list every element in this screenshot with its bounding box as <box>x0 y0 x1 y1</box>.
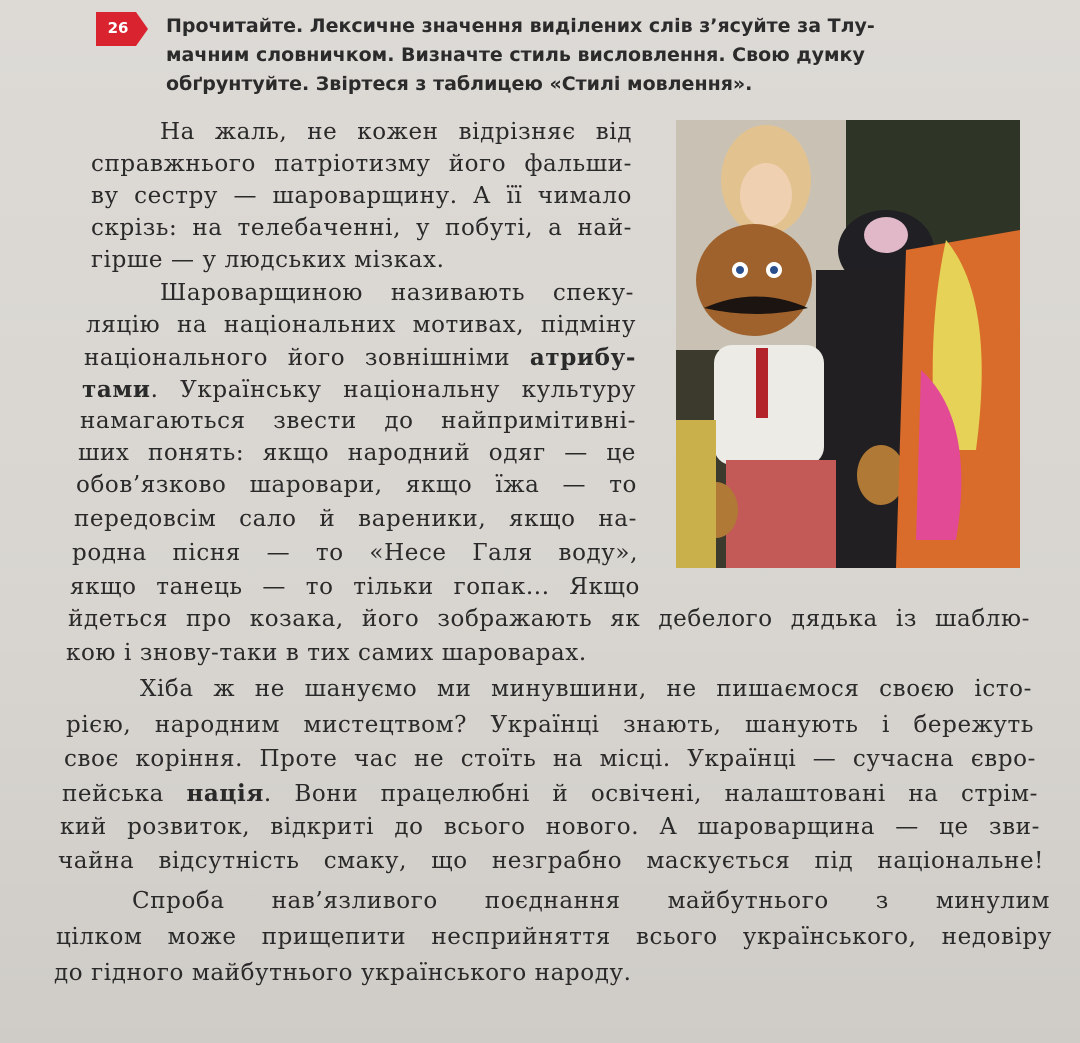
text-run: кий розвиток, відкриті до всього нового. А шароварщина — це зви- <box>60 814 1040 840</box>
photo-illustration <box>676 120 1020 568</box>
text-line <box>64 746 1036 772</box>
text-run: . Українську національну культуру <box>150 377 636 403</box>
exercise-number: 26 <box>107 19 129 37</box>
text-line <box>76 472 637 498</box>
highlighted-word: атрибу- <box>529 344 636 371</box>
text-run: Спроба нав’язливого поєднання майбутнього з минулим <box>132 888 1050 914</box>
text-line <box>78 440 636 466</box>
text-run: справжнього патріотизму його фальши- <box>91 151 632 177</box>
text-line <box>86 312 636 338</box>
text-run: цілком може прищепити несприйняття всього українського, недовіру <box>56 924 1052 950</box>
text-line <box>62 780 1038 807</box>
text-line <box>72 540 638 566</box>
text-run: ших понять: якщо народний одяг — це <box>78 440 636 466</box>
highlighted-word: нація <box>186 780 264 807</box>
text-line <box>56 924 1052 950</box>
text-run: Шароварщиною називають спеку- <box>160 280 634 306</box>
photo-illustration-dolls-icon <box>676 120 1020 568</box>
text-line <box>91 151 632 177</box>
text-run: якщо танець — то тільки гопак... Якщо <box>70 574 640 600</box>
text-line <box>91 183 632 209</box>
text-line <box>54 960 1050 986</box>
text-run: до гідного майбутнього українського народу. <box>54 960 632 986</box>
task-line: обґрунтуйте. Звіртеся з таблицею «Стилі мовлення». <box>166 73 753 95</box>
text-run: пейська <box>62 781 187 807</box>
text-run: родна пісня — то «Несе Галя воду», <box>72 540 638 566</box>
text-run: передовсім сало й вареники, якщо на- <box>74 506 637 532</box>
text-line <box>66 640 1028 666</box>
text-line <box>91 247 632 273</box>
text-run: ляцію на національних мотивах, підміну <box>86 312 636 338</box>
text-line <box>66 712 1034 738</box>
text-line <box>74 506 637 532</box>
text-run: ву сестру — шароварщину. А її чимало <box>91 183 632 209</box>
text-run: чайна відсутність смаку, що незграбно маскується під національне! <box>58 848 1044 874</box>
text-line <box>60 814 1040 840</box>
task-line: Прочитайте. Лексичне значення виділених слів з’ясуйте за Тлу- <box>166 15 875 37</box>
text-line <box>140 676 1032 702</box>
task-line: мачним словничком. Визначте стиль висловлення. Свою думку <box>166 44 865 66</box>
text-run: гірше — у людських мізках. <box>91 247 445 273</box>
text-run: кою і знову-таки в тих самих шароварах. <box>66 640 587 666</box>
text-line <box>70 574 640 600</box>
text-run: намагаються звести до найпримітивні- <box>80 408 636 434</box>
highlighted-word: тами <box>82 376 151 403</box>
text-run: На жаль, не кожен відрізняє від <box>160 119 632 145</box>
text-line <box>160 119 632 145</box>
text-run: йдеться про козака, його зображають як дебелого дядька із шаблю- <box>68 606 1030 632</box>
text-line <box>58 848 1044 874</box>
exercise-number-badge <box>96 12 148 46</box>
text-run: Хіба ж не шануємо ми минувшини, не пишаємося своєю істо- <box>140 676 1032 702</box>
exercise-task <box>166 12 996 99</box>
text-run: національного його зовнішніми <box>84 345 530 371</box>
text-line <box>132 888 1050 914</box>
text-line <box>80 408 636 434</box>
text-run: рією, народним мистецтвом? Українці знають, шанують і бережуть <box>66 712 1034 738</box>
text-line <box>84 344 636 371</box>
text-line <box>160 280 634 306</box>
text-line <box>91 215 632 241</box>
text-run: своє коріння. Проте час не стоїть на місці. Українці — сучасна євро- <box>64 746 1036 772</box>
text-run: обов’язково шаровари, якщо їжа — то <box>76 472 637 498</box>
text-run: . Вони працелюбні й освічені, налаштовані на стрім- <box>263 781 1039 807</box>
text-line <box>68 606 1030 632</box>
text-run: скрізь: на телебаченні, у побуті, а най- <box>91 215 632 241</box>
text-line <box>82 376 636 403</box>
